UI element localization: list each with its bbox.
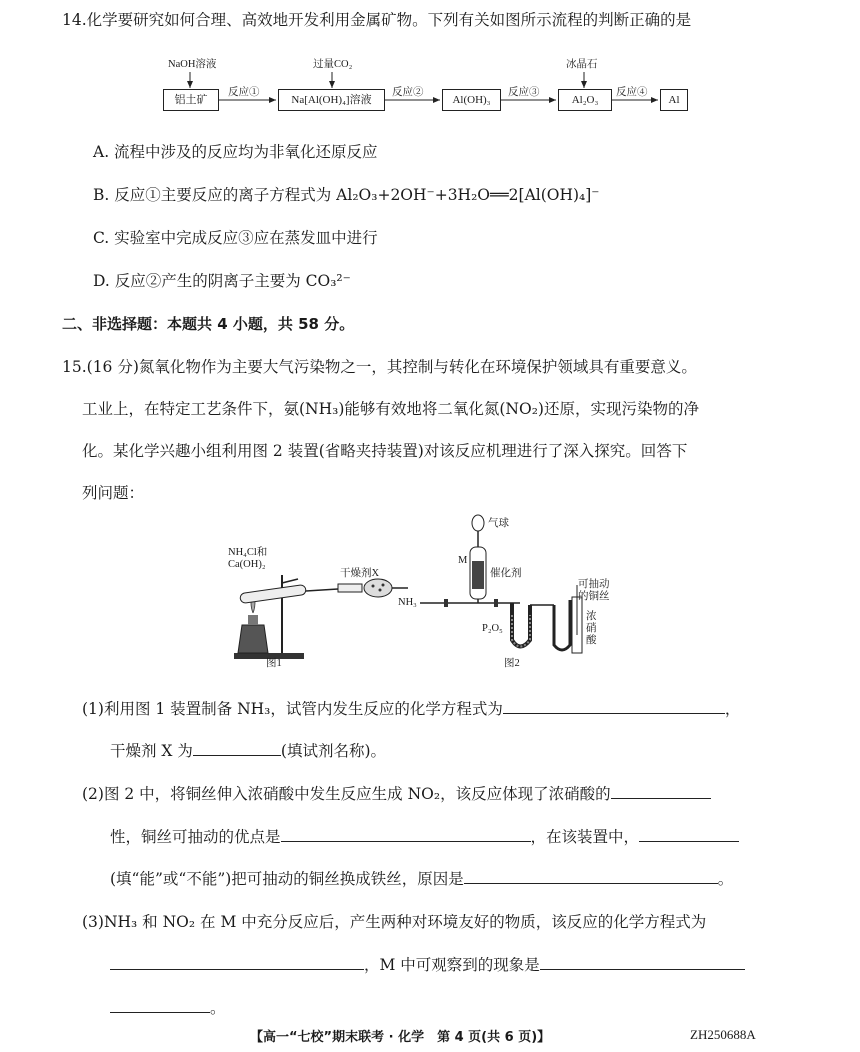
box-bauxite: 铝土矿 — [163, 89, 219, 111]
q15-intro-line3: 化。某化学兴趣小组利用图 2 装置(省略夹持装置)对该反应机理进行了深入探究。回答下 — [82, 442, 688, 460]
sub1-line2-b: (填试剂名称)。 — [280, 742, 386, 760]
sub2-line1-text: (2)图 2 中，将铜丝伸入浓硝酸中发生反应生成 NO₂，该反应体现了浓硝酸的 — [82, 785, 611, 803]
q14-stem: 14.化学要研究如何合理、高效地开发利用金属矿物。下列有关如图所示流程的判断正确的是 — [62, 11, 692, 29]
sub2-line3-b: 。 — [717, 870, 734, 888]
sub2-line3 — [110, 867, 733, 889]
fig2-catalyst-label: 催化剂 — [490, 568, 522, 579]
q15-apparatus-figures — [220, 505, 620, 675]
sub1-line1-text: (1)利用图 1 装置制备 NH₃，试管内发生反应的化学方程式为 — [82, 700, 503, 718]
reaction-4: 反应④ — [616, 87, 648, 98]
sub2-blank-reason[interactable] — [464, 867, 718, 884]
sub3-blank-phenomenon-cont[interactable] — [110, 996, 210, 1013]
box-aloh3: Al(OH)₃ — [442, 89, 501, 111]
fig1-reagent-label: NH₄Cl和 Ca(OH)₂ — [228, 547, 268, 570]
fig1-dryer-label: 干燥剂X — [340, 568, 380, 579]
sub3-line2 — [110, 953, 745, 975]
fig2-nh3-label: NH₃ — [398, 597, 417, 608]
fig2-balloon-label: 气球 — [488, 518, 509, 529]
reaction-2: 反应② — [392, 87, 424, 98]
sub3-line1: (3)NH₃ 和 NO₂ 在 M 中充分反应后，产生两种对环境友好的物质，该反应的化学方程式为 — [82, 913, 707, 931]
sub2-line3-a: (填“能”或“不能”)把可抽动的铜丝换成铁丝，原因是 — [110, 870, 464, 888]
sub2-line2 — [110, 825, 739, 847]
sub1-blank-dryer[interactable] — [193, 739, 281, 756]
box-al2o3: Al₂O₃ — [558, 89, 612, 111]
reagent-naoh: NaOH溶液 — [168, 59, 217, 70]
sub3-line3-b: 。 — [210, 999, 226, 1017]
reaction-3: 反应③ — [508, 87, 540, 98]
option-a: A. 流程中涉及的反应均为非氧化还原反应 — [93, 143, 378, 161]
sub3-blank-phenomenon[interactable] — [540, 953, 745, 970]
q15-intro-line1: 15.(16 分)氮氧化物作为主要大气污染物之一，其控制与转化在环境保护领域具有重要意义。 — [62, 358, 697, 376]
q15-intro-line4: 列问题： — [82, 484, 145, 502]
sub2-line2-b: ，在该装置中， — [530, 828, 640, 846]
sub3-line2-b: ，M 中可观察到的现象是 — [364, 956, 540, 974]
page-footer: 【高一“七校”期末联考 · 化学 第 4 页(共 6 页)】 — [250, 1030, 551, 1045]
fig2-wire-label: 可抽动 的铜丝 — [578, 579, 610, 602]
sub1-line1-end: ， — [724, 700, 741, 718]
reaction-1: 反应① — [228, 87, 260, 98]
fig2-m-label: M — [458, 555, 468, 566]
sub2-blank-advantage[interactable] — [281, 825, 531, 842]
section-heading: 二、非选择题：本题共 4 小题，共 58 分。 — [62, 315, 355, 333]
paper-code: ZH250688A — [690, 1027, 756, 1042]
sub3-blank-equation[interactable] — [110, 953, 364, 970]
sub1-blank-equation[interactable] — [503, 697, 725, 714]
q14-flow-diagram — [0, 0, 860, 130]
reagent-co2: 过量CO₂ — [313, 59, 353, 70]
sub1-line2 — [110, 739, 386, 761]
box-sodium-aluminate: Na[Al(OH)₄]溶液 — [278, 89, 385, 111]
sub1-line2-a: 干燥剂 X 为 — [110, 742, 193, 760]
sub2-blank-property[interactable] — [611, 782, 711, 799]
reagent-cryolite: 冰晶石 — [566, 59, 598, 70]
option-b: B. 反应①主要反应的离子方程式为 Al₂O₃+2OH⁻+3H₂O══2[Al(OH)₄]⁻ — [93, 186, 600, 204]
option-c: C. 实验室中完成反应③应在蒸发皿中进行 — [93, 229, 378, 247]
fig1-caption: 图1 — [266, 658, 282, 669]
sub2-blank-can[interactable] — [639, 825, 739, 842]
flow-arrows — [0, 0, 860, 130]
apparatus-drawing — [220, 505, 620, 675]
fig2-p2o5-label: P₂O₅ — [482, 623, 503, 634]
sub2-line1 — [82, 782, 711, 804]
fig2-acid-label: 浓 硝 酸 — [586, 611, 597, 646]
box-al: Al — [660, 89, 688, 111]
sub2-line2-a: 性，铜丝可抽动的优点是 — [110, 828, 281, 846]
sub3-line3 — [110, 996, 226, 1018]
option-d: D. 反应②产生的阴离子主要为 CO₃²⁻ — [93, 272, 351, 290]
fig2-caption: 图2 — [504, 658, 520, 669]
sub1-line1 — [82, 697, 740, 719]
q15-intro-line2: 工业上，在特定工艺条件下，氨(NH₃)能够有效地将二氧化氮(NO₂)还原，实现污染物的净 — [82, 400, 699, 418]
